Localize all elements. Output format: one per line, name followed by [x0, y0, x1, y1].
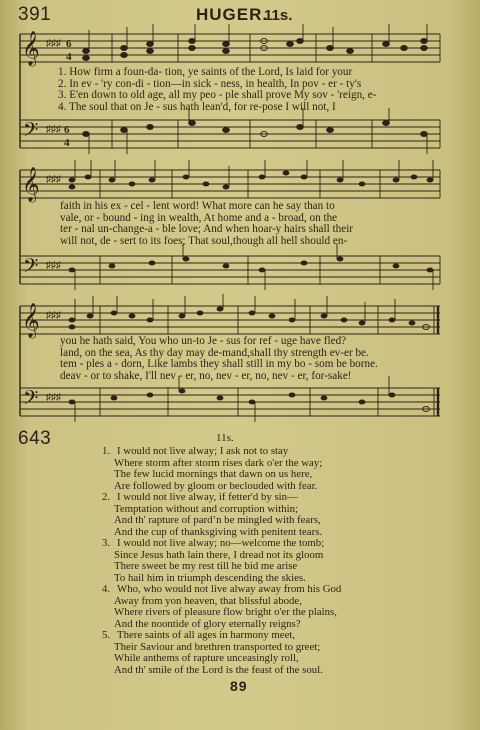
stanza-number: 3.	[102, 537, 111, 549]
lyric-line: 2. In ev - 'ry con-di - tion—in sick - ness, in health, In pov - er - ty's	[58, 77, 362, 90]
lyrics-system-1	[58, 67, 376, 113]
lyric-line: vale, or - bound - ing in wealth, At home and a - broad, on the	[60, 211, 338, 224]
hymn-number-2: 643	[18, 428, 52, 449]
lyric-line: 3. E'en down to old age, all my peo - ple shall prove My sov - 'reign, e-	[58, 89, 377, 101]
stanza-line: Temptation without and corruption within;	[114, 502, 298, 515]
lyric-line: faith in his ex - cel - lent word! What more can he say than to	[60, 200, 335, 212]
svg-text:𝄞: 𝄞	[22, 167, 40, 202]
svg-text:♯♯♯: ♯♯♯	[46, 260, 61, 271]
svg-text:♯♯♯: ♯♯♯	[46, 310, 61, 321]
stanza-3	[102, 538, 324, 584]
stanza-number: 5.	[102, 629, 111, 641]
stanza-line: Their Saviour and brethren transported to greet;	[114, 640, 321, 653]
lyric-line: deav - or to shake, I'll nev - er, no, nev - er, no, nev - er, for-sake!	[60, 369, 352, 382]
stanza-line: The few lucid mornings that dawn on us here,	[114, 468, 313, 481]
stanza-line: Where rivers of pleasure flow bright o'er the plains,	[114, 606, 337, 619]
stanza-line: There sweet be my rest till he bid me arise	[114, 560, 298, 573]
svg-text:𝄞: 𝄞	[22, 31, 40, 66]
hymn-number: 391	[18, 4, 52, 25]
stanza-line: While anthems of rapture unceasingly roll,	[114, 652, 299, 665]
lyric-line: 4. The soul that on Je - sus hath lean'd, for re-pose I will not, I	[58, 100, 336, 113]
lyric-line: 1. How firm a foun-da- tion, ye saints of the Lord, Is laid for your	[58, 66, 353, 78]
lyric-line: you he hath said, You who un-to Je - sus for ref - uge have fled?	[60, 335, 347, 347]
stanza-line: Where storm after storm rises dark o'er the way;	[114, 456, 323, 469]
stanza-line: I would not live alway, if fetter'd by sin—	[117, 491, 298, 503]
lyrics-system-2	[60, 201, 353, 247]
stanza-5	[102, 630, 323, 676]
svg-text:𝄢: 𝄢	[23, 386, 39, 414]
stanza-line: And th' rapture of pard’n be mingled with fears,	[114, 514, 321, 527]
stanza-line: Away from yon heaven, that blissful abode,	[114, 594, 302, 607]
stanza-number: 4.	[102, 583, 111, 595]
svg-text:𝄢: 𝄢	[23, 118, 39, 146]
svg-text:𝄞: 𝄞	[22, 303, 40, 338]
svg-text:6: 6	[64, 124, 70, 136]
meter-2: 11s.	[216, 432, 234, 444]
lyrics-system-3	[60, 336, 378, 382]
stanza-line: I would not live alway; I ask not to stay	[117, 445, 289, 457]
svg-text:𝄢: 𝄢	[23, 254, 39, 282]
svg-text:♯♯♯: ♯♯♯	[46, 38, 61, 49]
stanza-line: To hail him in triumph descending the skies.	[114, 571, 306, 584]
lyric-line: land, on the sea, As thy day may de-mand,shall thy strength ev-er be.	[60, 346, 369, 359]
stanza-line: And th' smile of the Lord is the feast of the soul.	[114, 663, 323, 676]
tune-name: HUGER.	[196, 5, 269, 24]
stanza-line: Are followed by gloom or beclouded with fear.	[114, 479, 318, 492]
stanza-line: And the noontide of glory eternally reigns?	[114, 617, 301, 630]
stanza-line: Who, who would not live alway away from his God	[117, 583, 342, 595]
svg-text:6: 6	[66, 38, 72, 50]
stanza-4	[102, 584, 341, 630]
stanza-line: And the cup of thanksgiving with penitent tears.	[114, 525, 323, 538]
stanza-line: There saints of all ages in harmony meet,	[117, 629, 296, 641]
svg-text:♯♯♯: ♯♯♯	[46, 392, 61, 403]
page-number: 89	[230, 678, 248, 694]
stanza-line: Since Jesus hath lain there, I dread not its gloom	[114, 548, 324, 561]
svg-text:4: 4	[66, 51, 72, 63]
meter: 11s.	[264, 7, 293, 24]
stanza-1	[102, 446, 322, 492]
lyric-line: ter - nal un-change-a - ble love; And when hoar-y hairs shall their	[60, 223, 354, 235]
svg-text:♯♯♯: ♯♯♯	[46, 124, 61, 135]
stanza-number: 1.	[102, 445, 111, 457]
svg-text:♯♯♯: ♯♯♯	[46, 174, 61, 185]
stanza-line: I would not live alway; no—welcome the tomb;	[117, 537, 325, 549]
stanza-2	[102, 492, 322, 538]
lyric-line: tem - ples a - dorn, Like lambs they shall still in my bo - som be borne.	[60, 358, 378, 370]
lyric-line: will not, de - sert to its foes; That soul,though all hell should en-	[60, 234, 348, 247]
stanza-number: 2.	[102, 491, 111, 503]
svg-text:4: 4	[64, 137, 70, 149]
